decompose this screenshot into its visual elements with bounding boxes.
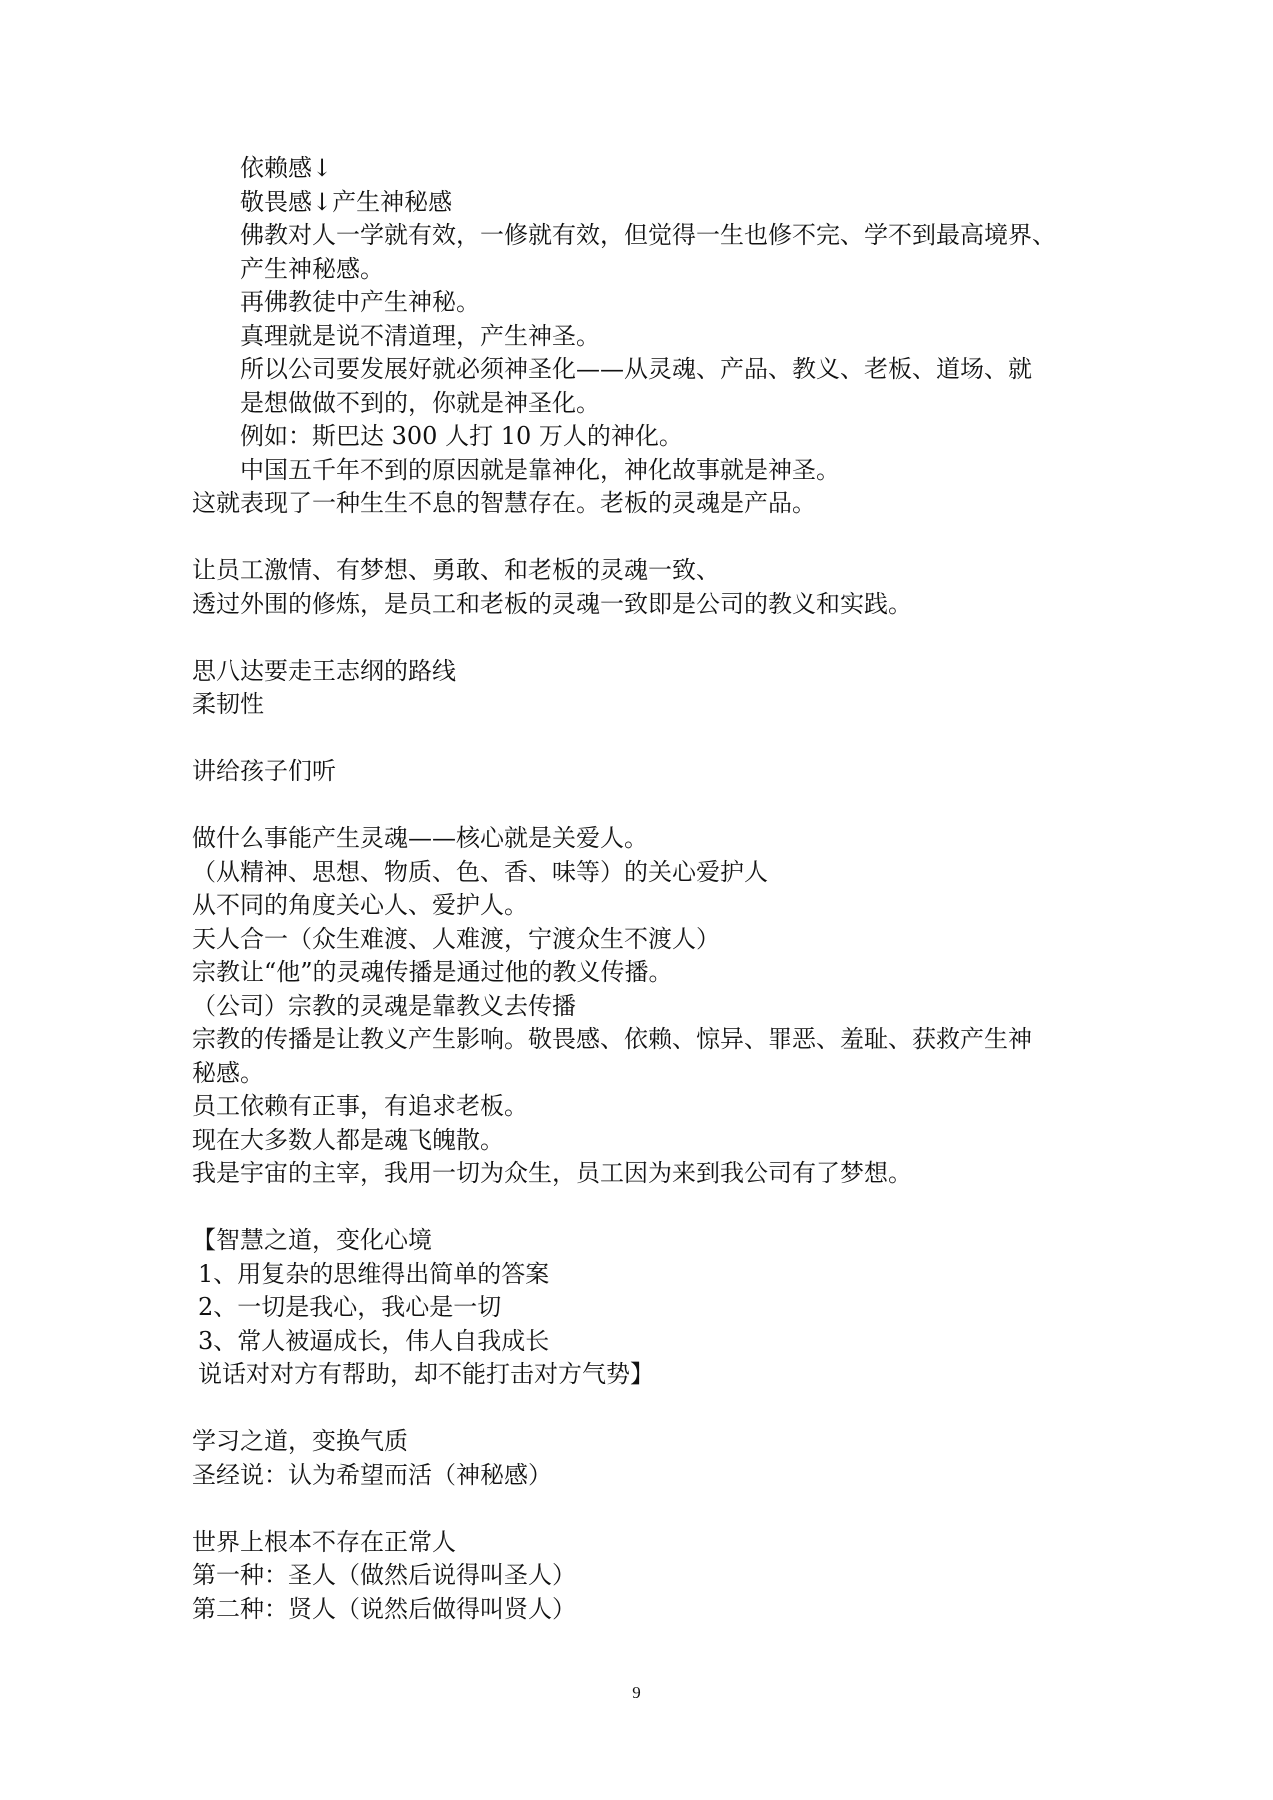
text-line: 所以公司要发展好就必须神圣化——从灵魂、产品、教义、老板、道场、就 bbox=[240, 355, 1032, 383]
text-line: 宗教的传播是让教义产生影响。敬畏感、依赖、惊异、罪恶、羞耻、获救产生神 bbox=[192, 1025, 1032, 1053]
paragraph-gap bbox=[192, 1191, 1092, 1225]
text-line: 透过外围的修炼，是员工和老板的灵魂一致即是公司的教义和实践。 bbox=[192, 589, 912, 618]
text-line: 再佛教徒中产生神秘。 bbox=[240, 288, 480, 316]
text-line: 讲给孩子们听 bbox=[192, 757, 336, 785]
text-line: 1、用复杂的思维得出简单的答案 bbox=[198, 1259, 550, 1288]
document-body bbox=[192, 152, 1092, 1626]
paragraph-gap bbox=[192, 1392, 1092, 1426]
text-line: 例如：斯巴达 300 人打 10 万人的神化。 bbox=[240, 422, 683, 450]
text-line: 依赖感↓ bbox=[240, 154, 333, 182]
text-line: 圣经说：认为希望而活（神秘感） bbox=[192, 1460, 552, 1489]
text-line: （从精神、思想、物质、色、香、味等）的关心爱护人 bbox=[192, 857, 768, 886]
paragraph-gap bbox=[192, 1492, 1092, 1526]
text-line: 从不同的角度关心人、爱护人。 bbox=[192, 891, 528, 919]
text-line: 让员工激情、有梦想、勇敢、和老板的灵魂一致、 bbox=[192, 556, 720, 584]
text-line: 3、常人被逼成长，伟人自我成长 bbox=[198, 1326, 550, 1355]
text-line: 佛教对人一学就有效，一修就有效，但觉得一生也修不完、学不到最高境界、 bbox=[240, 221, 1056, 249]
text-line: 宗教让“他”的灵魂传播是通过他的教义传播。 bbox=[192, 958, 673, 986]
text-line: 学习之道，变换气质 bbox=[192, 1427, 408, 1455]
paragraph-gap bbox=[192, 621, 1092, 655]
text-line: 世界上根本不存在正常人 bbox=[192, 1527, 456, 1556]
text-line: （公司）宗教的灵魂是靠教义去传播 bbox=[192, 991, 576, 1020]
text-line: 产生神秘感。 bbox=[240, 254, 384, 283]
text-line: 思八达要走王志纲的路线 bbox=[192, 656, 456, 685]
text-line: 第二种：贤人（说然后做得叫贤人） bbox=[192, 1594, 576, 1623]
text-line: 2、一切是我心，我心是一切 bbox=[198, 1293, 502, 1321]
paragraph-gap bbox=[192, 789, 1092, 823]
paragraph-gap bbox=[192, 521, 1092, 555]
text-line: 第一种：圣人（做然后说得叫圣人） bbox=[192, 1561, 576, 1589]
paragraph-gap bbox=[192, 722, 1092, 756]
text-line: 员工依赖有正事，有追求老板。 bbox=[192, 1092, 528, 1120]
text-line: 敬畏感↓产生神秘感 bbox=[240, 187, 453, 216]
text-line: 秘感。 bbox=[192, 1058, 264, 1087]
text-line: 现在大多数人都是魂飞魄散。 bbox=[192, 1125, 504, 1154]
text-line: 做什么事能产生灵魂——核心就是关爱人。 bbox=[192, 824, 648, 852]
text-line: 说话对对方有帮助，却不能打击对方气势】 bbox=[198, 1360, 654, 1388]
text-line: 真理就是说不清道理，产生神圣。 bbox=[240, 321, 600, 350]
text-line: 是想做做不到的，你就是神圣化。 bbox=[240, 388, 600, 417]
text-line: 【智慧之道，变化心境 bbox=[192, 1226, 432, 1254]
text-line: 柔韧性 bbox=[192, 690, 264, 718]
text-line: 我是宇宙的主宰，我用一切为众生，员工因为来到我公司有了梦想。 bbox=[192, 1159, 912, 1187]
page-number: 9 bbox=[632, 1683, 641, 1702]
text-line: 中国五千年不到的原因就是靠神化，神化故事就是神圣。 bbox=[240, 455, 840, 484]
text-line: 这就表现了一种生生不息的智慧存在。老板的灵魂是产品。 bbox=[192, 489, 816, 517]
text-line: 天人合一（众生难渡、人难渡，宁渡众生不渡人） bbox=[192, 924, 720, 953]
